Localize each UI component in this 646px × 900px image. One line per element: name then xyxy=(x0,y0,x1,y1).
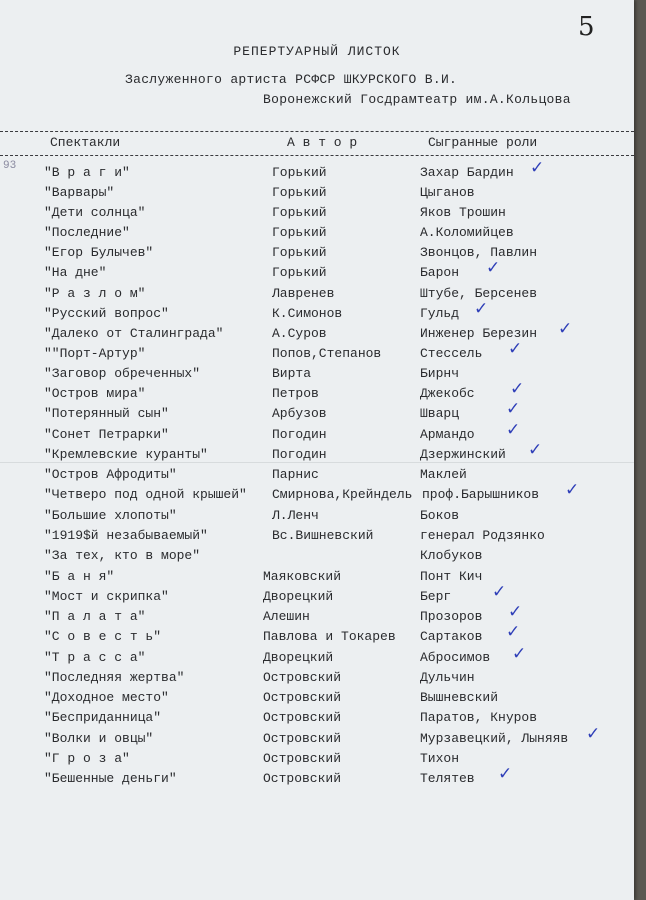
column-header-roles: Сыгранные роли xyxy=(428,135,538,150)
play-title: "На дне" xyxy=(44,265,107,280)
play-author: Смирнова,Крейндель xyxy=(272,487,413,502)
play-author: Дворецкий xyxy=(263,650,334,665)
table-row xyxy=(0,465,634,485)
table-row xyxy=(0,324,634,344)
play-author: Вс.Вишневский xyxy=(272,528,374,543)
check-mark-icon: ✓ xyxy=(506,622,521,642)
check-mark-icon: ✓ xyxy=(565,480,580,500)
table-row xyxy=(0,546,634,566)
table-row xyxy=(0,587,634,607)
table-row xyxy=(0,607,634,627)
play-title: "За тех, кто в море" xyxy=(44,548,201,563)
role-name: Понт Кич xyxy=(420,569,483,584)
role-name: Вышневский xyxy=(420,690,499,705)
play-title: "Бешенные деньги" xyxy=(44,771,177,786)
role-name: Абросимов xyxy=(420,650,491,665)
table-row xyxy=(0,769,634,789)
play-title: "Егор Булычев" xyxy=(44,245,154,260)
check-mark-icon: ✓ xyxy=(492,582,507,602)
role-name: Захар Бардин xyxy=(420,165,514,180)
play-author: Горький xyxy=(272,245,327,260)
table-row xyxy=(0,708,634,728)
table-row xyxy=(0,223,634,243)
play-author: Павлова и Токарев xyxy=(263,629,396,644)
check-mark-icon: ✓ xyxy=(498,764,513,784)
check-mark-icon: ✓ xyxy=(528,440,543,460)
role-name: Сартаков xyxy=(420,629,483,644)
play-title: "В р а г и" xyxy=(44,165,130,180)
check-mark-icon: ✓ xyxy=(530,158,545,178)
play-title: "С о в е с т ь" xyxy=(44,629,162,644)
role-name: Бирнч xyxy=(420,366,460,381)
role-name: Цыганов xyxy=(420,185,475,200)
column-header-author: А в т о р xyxy=(287,135,358,150)
play-author: Алешин xyxy=(263,609,310,624)
play-author: Островский xyxy=(263,751,342,766)
role-name: генерал Родзянко xyxy=(420,528,545,543)
play-author: Попов,Степанов xyxy=(272,346,382,361)
play-title: "П а л а т а" xyxy=(44,609,146,624)
play-title: "Варвары" xyxy=(44,185,115,200)
play-title: "Волки и овцы" xyxy=(44,731,154,746)
check-mark-icon: ✓ xyxy=(506,399,521,419)
play-author: Горький xyxy=(272,165,327,180)
play-title: "Потерянный сын" xyxy=(44,406,169,421)
play-author: Погодин xyxy=(272,427,327,442)
play-title: "Р а з л о м" xyxy=(44,286,146,301)
play-author: Островский xyxy=(263,710,342,725)
play-author: Вирта xyxy=(272,366,312,381)
role-name: Прозоров xyxy=(420,609,483,624)
table-row xyxy=(0,364,634,384)
check-mark-icon: ✓ xyxy=(586,724,601,744)
table-row xyxy=(0,243,634,263)
play-author: Островский xyxy=(263,731,342,746)
play-title: "1919$й незабываемый" xyxy=(44,528,208,543)
role-name: проф.Барышников xyxy=(422,487,540,502)
play-title: "Последние" xyxy=(44,225,130,240)
play-author: Островский xyxy=(263,771,342,786)
play-author: Горький xyxy=(272,205,327,220)
play-author: Горький xyxy=(272,225,327,240)
play-author: Маяковский xyxy=(263,569,342,584)
table-row xyxy=(0,567,634,587)
role-name: Дульчин xyxy=(420,670,475,685)
role-name: Тихон xyxy=(420,751,460,766)
play-author: Погодин xyxy=(272,447,327,462)
play-author: К.Симонов xyxy=(272,306,343,321)
play-author: Петров xyxy=(272,386,319,401)
role-name: Маклей xyxy=(420,467,467,482)
play-title: "Бесприданница" xyxy=(44,710,162,725)
play-title: "Г р о з а" xyxy=(44,751,130,766)
table-row xyxy=(0,729,634,749)
check-mark-icon: ✓ xyxy=(486,258,501,278)
table-row xyxy=(0,384,634,404)
role-name: Мурзавецкий, Лыняяв xyxy=(420,731,569,746)
play-author: Горький xyxy=(272,265,327,280)
role-name: Звонцов, Павлин xyxy=(420,245,538,260)
table-row xyxy=(0,688,634,708)
role-name: Берг xyxy=(420,589,452,604)
play-author: А.Суров xyxy=(272,326,327,341)
check-mark-icon: ✓ xyxy=(508,339,523,359)
table-row xyxy=(0,668,634,688)
play-title: "Далеко от Сталинграда" xyxy=(44,326,224,341)
play-title: "Доходное место" xyxy=(44,690,169,705)
role-name: Яков Трошин xyxy=(420,205,506,220)
table-row xyxy=(0,344,634,364)
play-title: "Кремлевские куранты" xyxy=(44,447,208,462)
role-name: Инженер Березин xyxy=(420,326,538,341)
play-title: "Б а н я" xyxy=(44,569,115,584)
role-name: Телятев xyxy=(420,771,475,786)
table-row xyxy=(0,404,634,424)
play-title: "Мост и скрипка" xyxy=(44,589,169,604)
table-row xyxy=(0,203,634,223)
play-author: Горький xyxy=(272,185,327,200)
check-mark-icon: ✓ xyxy=(508,602,523,622)
check-mark-icon: ✓ xyxy=(474,299,489,319)
column-header-plays: Спектакли xyxy=(50,135,121,150)
role-name: Паратов, Кнуров xyxy=(420,710,538,725)
table-row xyxy=(0,263,634,283)
table-row xyxy=(0,749,634,769)
role-name: Барон xyxy=(420,265,460,280)
document-subtitle-artist: Заслуженного артиста РСФСР ШКУРСКОГО В.И. xyxy=(125,72,458,87)
play-title: "Остров мира" xyxy=(44,386,146,401)
table-row xyxy=(0,284,634,304)
check-mark-icon: ✓ xyxy=(512,644,527,664)
table-row xyxy=(0,506,634,526)
document-subtitle-theatre: Воронежский Госдрамтеатр им.А.Кольцова xyxy=(263,92,571,107)
role-name: Шварц xyxy=(420,406,460,421)
role-name: Боков xyxy=(420,508,460,523)
play-title: "Дети солнца" xyxy=(44,205,146,220)
play-author: Дворецкий xyxy=(263,589,334,604)
play-author: Арбузов xyxy=(272,406,327,421)
play-author: Лавренев xyxy=(272,286,335,301)
play-title: "Последняя жертва" xyxy=(44,670,185,685)
check-mark-icon: ✓ xyxy=(510,379,525,399)
header-rule-bottom xyxy=(0,155,634,156)
play-title: "Русский вопрос" xyxy=(44,306,169,321)
table-row xyxy=(0,648,634,668)
role-name: Клобуков xyxy=(420,548,483,563)
play-title: "Большие хлопоты" xyxy=(44,508,177,523)
header-rule-top xyxy=(0,131,634,132)
play-title: "Четверо под одной крышей" xyxy=(44,487,247,502)
table-row xyxy=(0,526,634,546)
play-author: Островский xyxy=(263,690,342,705)
play-title: ""Порт-Артур" xyxy=(44,346,146,361)
play-title: "Остров Афродиты" xyxy=(44,467,177,482)
page-number: 5 xyxy=(578,12,595,42)
check-mark-icon: ✓ xyxy=(506,420,521,440)
margin-mark: 93 xyxy=(3,160,17,172)
table-row xyxy=(0,485,634,505)
role-name: Джекобс xyxy=(420,386,475,401)
play-author: Парнис xyxy=(272,467,319,482)
document-title: РЕПЕРТУАРНЫЙ ЛИСТОК xyxy=(233,44,401,59)
role-name: А.Коломийцев xyxy=(420,225,514,240)
table-row xyxy=(0,304,634,324)
table-row xyxy=(0,183,634,203)
role-name: Армандо xyxy=(420,427,475,442)
play-author: Л.Ленч xyxy=(272,508,319,523)
play-title: "Т р а с с а" xyxy=(44,650,146,665)
play-title: "Заговор обреченных" xyxy=(44,366,201,381)
play-title: "Сонет Петрарки" xyxy=(44,427,169,442)
role-name: Дзержинский xyxy=(420,447,506,462)
role-name: Штубе, Берсенев xyxy=(420,286,538,301)
check-mark-icon: ✓ xyxy=(558,319,573,339)
role-name: Гульд xyxy=(420,306,460,321)
table-row xyxy=(0,627,634,647)
role-name: Стессель xyxy=(420,346,483,361)
play-author: Островский xyxy=(263,670,342,685)
